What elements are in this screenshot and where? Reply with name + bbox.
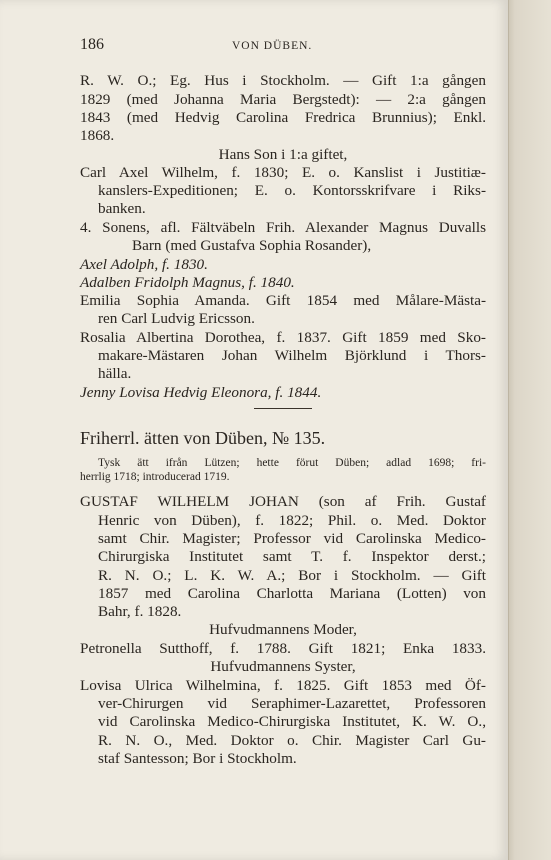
section-subheading: Hufvudmannens Moder, [209, 621, 357, 638]
text-line: samt Chir. Magister; Professor vid Carolinska Medico- [98, 530, 486, 547]
text-line: banken. [98, 200, 146, 217]
text-line: 1868. [80, 127, 115, 144]
running-title: VON DÜBEN. [232, 40, 313, 52]
text-line: R. N. O.; L. K. W. A.; Bor i Stockholm. — Gift [98, 567, 486, 584]
text-line: staf Santesson; Bor i Stockholm. [98, 750, 297, 767]
text-line: R. N. O., Med. Doktor o. Chir. Magister Carl Gu- [98, 732, 486, 749]
text-line: Adalben Fridolph Magnus, f. 1840. [80, 274, 295, 291]
section-subheading: Hufvudmannens Syster, [210, 658, 356, 675]
text-line: Axel Adolph, f. 1830. [80, 256, 208, 273]
text-line: 1829 (med Johanna Maria Bergstedt): — 2:a gången [80, 91, 486, 108]
text-line: Chirurgiska Institutet samt T. f. Inspektor derst.; [98, 548, 486, 565]
text-line: Carl Axel Wilhelm, f. 1830; E. o. Kanslist i Justitiæ- [80, 164, 486, 181]
text-line: ver-Chirurgen vid Seraphimer-Lazarettet, Professoren [98, 695, 486, 712]
page-edge [508, 0, 551, 860]
text-line: kanslers-Expeditionen; E. o. Kontorsskrifvare i Riks- [98, 182, 486, 199]
section-subheading: Hans Son i 1:a giftet, [218, 146, 348, 163]
text-line: R. W. O.; Eg. Hus i Stockholm. — Gift 1:a gången [80, 72, 486, 89]
text-line: 4. Sonens, afl. Fältväbeln Frih. Alexander Magnus Duvalls [80, 219, 486, 236]
text-line: Emilia Sophia Amanda. Gift 1854 med Målare-Mästa- [80, 292, 486, 309]
text-line: Lovisa Ulrica Wilhelmina, f. 1825. Gift 1853 med Öf- [80, 677, 486, 694]
text-line: 1843 (med Hedvig Carolina Fredrica Brunnius); Enkl. [80, 109, 486, 126]
text-line: 1857 med Carolina Charlotta Mariana (Lotten) von [98, 585, 486, 602]
text-line: Rosalia Albertina Dorothea, f. 1837. Gift 1859 med Sko- [80, 329, 486, 346]
text-line: Barn (med Gustafva Sophia Rosander), [132, 237, 372, 254]
text-line: GUSTAF WILHELM JOHAN (son af Frih. Gustaf [80, 493, 486, 510]
text-line: Bahr, f. 1828. [98, 603, 182, 620]
text-line: ren Carl Ludvig Ericsson. [98, 310, 255, 327]
text-line: Petronella Sutthoff, f. 1788. Gift 1821; Enka 1833. [80, 640, 486, 657]
text-line: makare-Mästaren Johan Wilhelm Björklund i Thors- [98, 347, 486, 364]
text-line: vid Carolinska Medico-Chirurgiska Institutet, K. W. O., [98, 713, 486, 730]
page-number: 186 [80, 36, 104, 53]
family-heading: Friherrl. ätten von Düben, № 135. [80, 428, 326, 448]
text-line: hälla. [98, 365, 132, 382]
text-line: Jenny Lovisa Hedvig Eleonora, f. 1844. [80, 384, 322, 401]
note-line: Tysk ätt ifrån Lützen; hette förut Düben; adlad 1698; fri- [98, 457, 486, 469]
section-divider [254, 408, 312, 409]
note-line: herrlig 1718; introducerad 1719. [80, 471, 230, 483]
text-line: Henric von Düben), f. 1822; Phil. o. Med. Doktor [98, 512, 486, 529]
